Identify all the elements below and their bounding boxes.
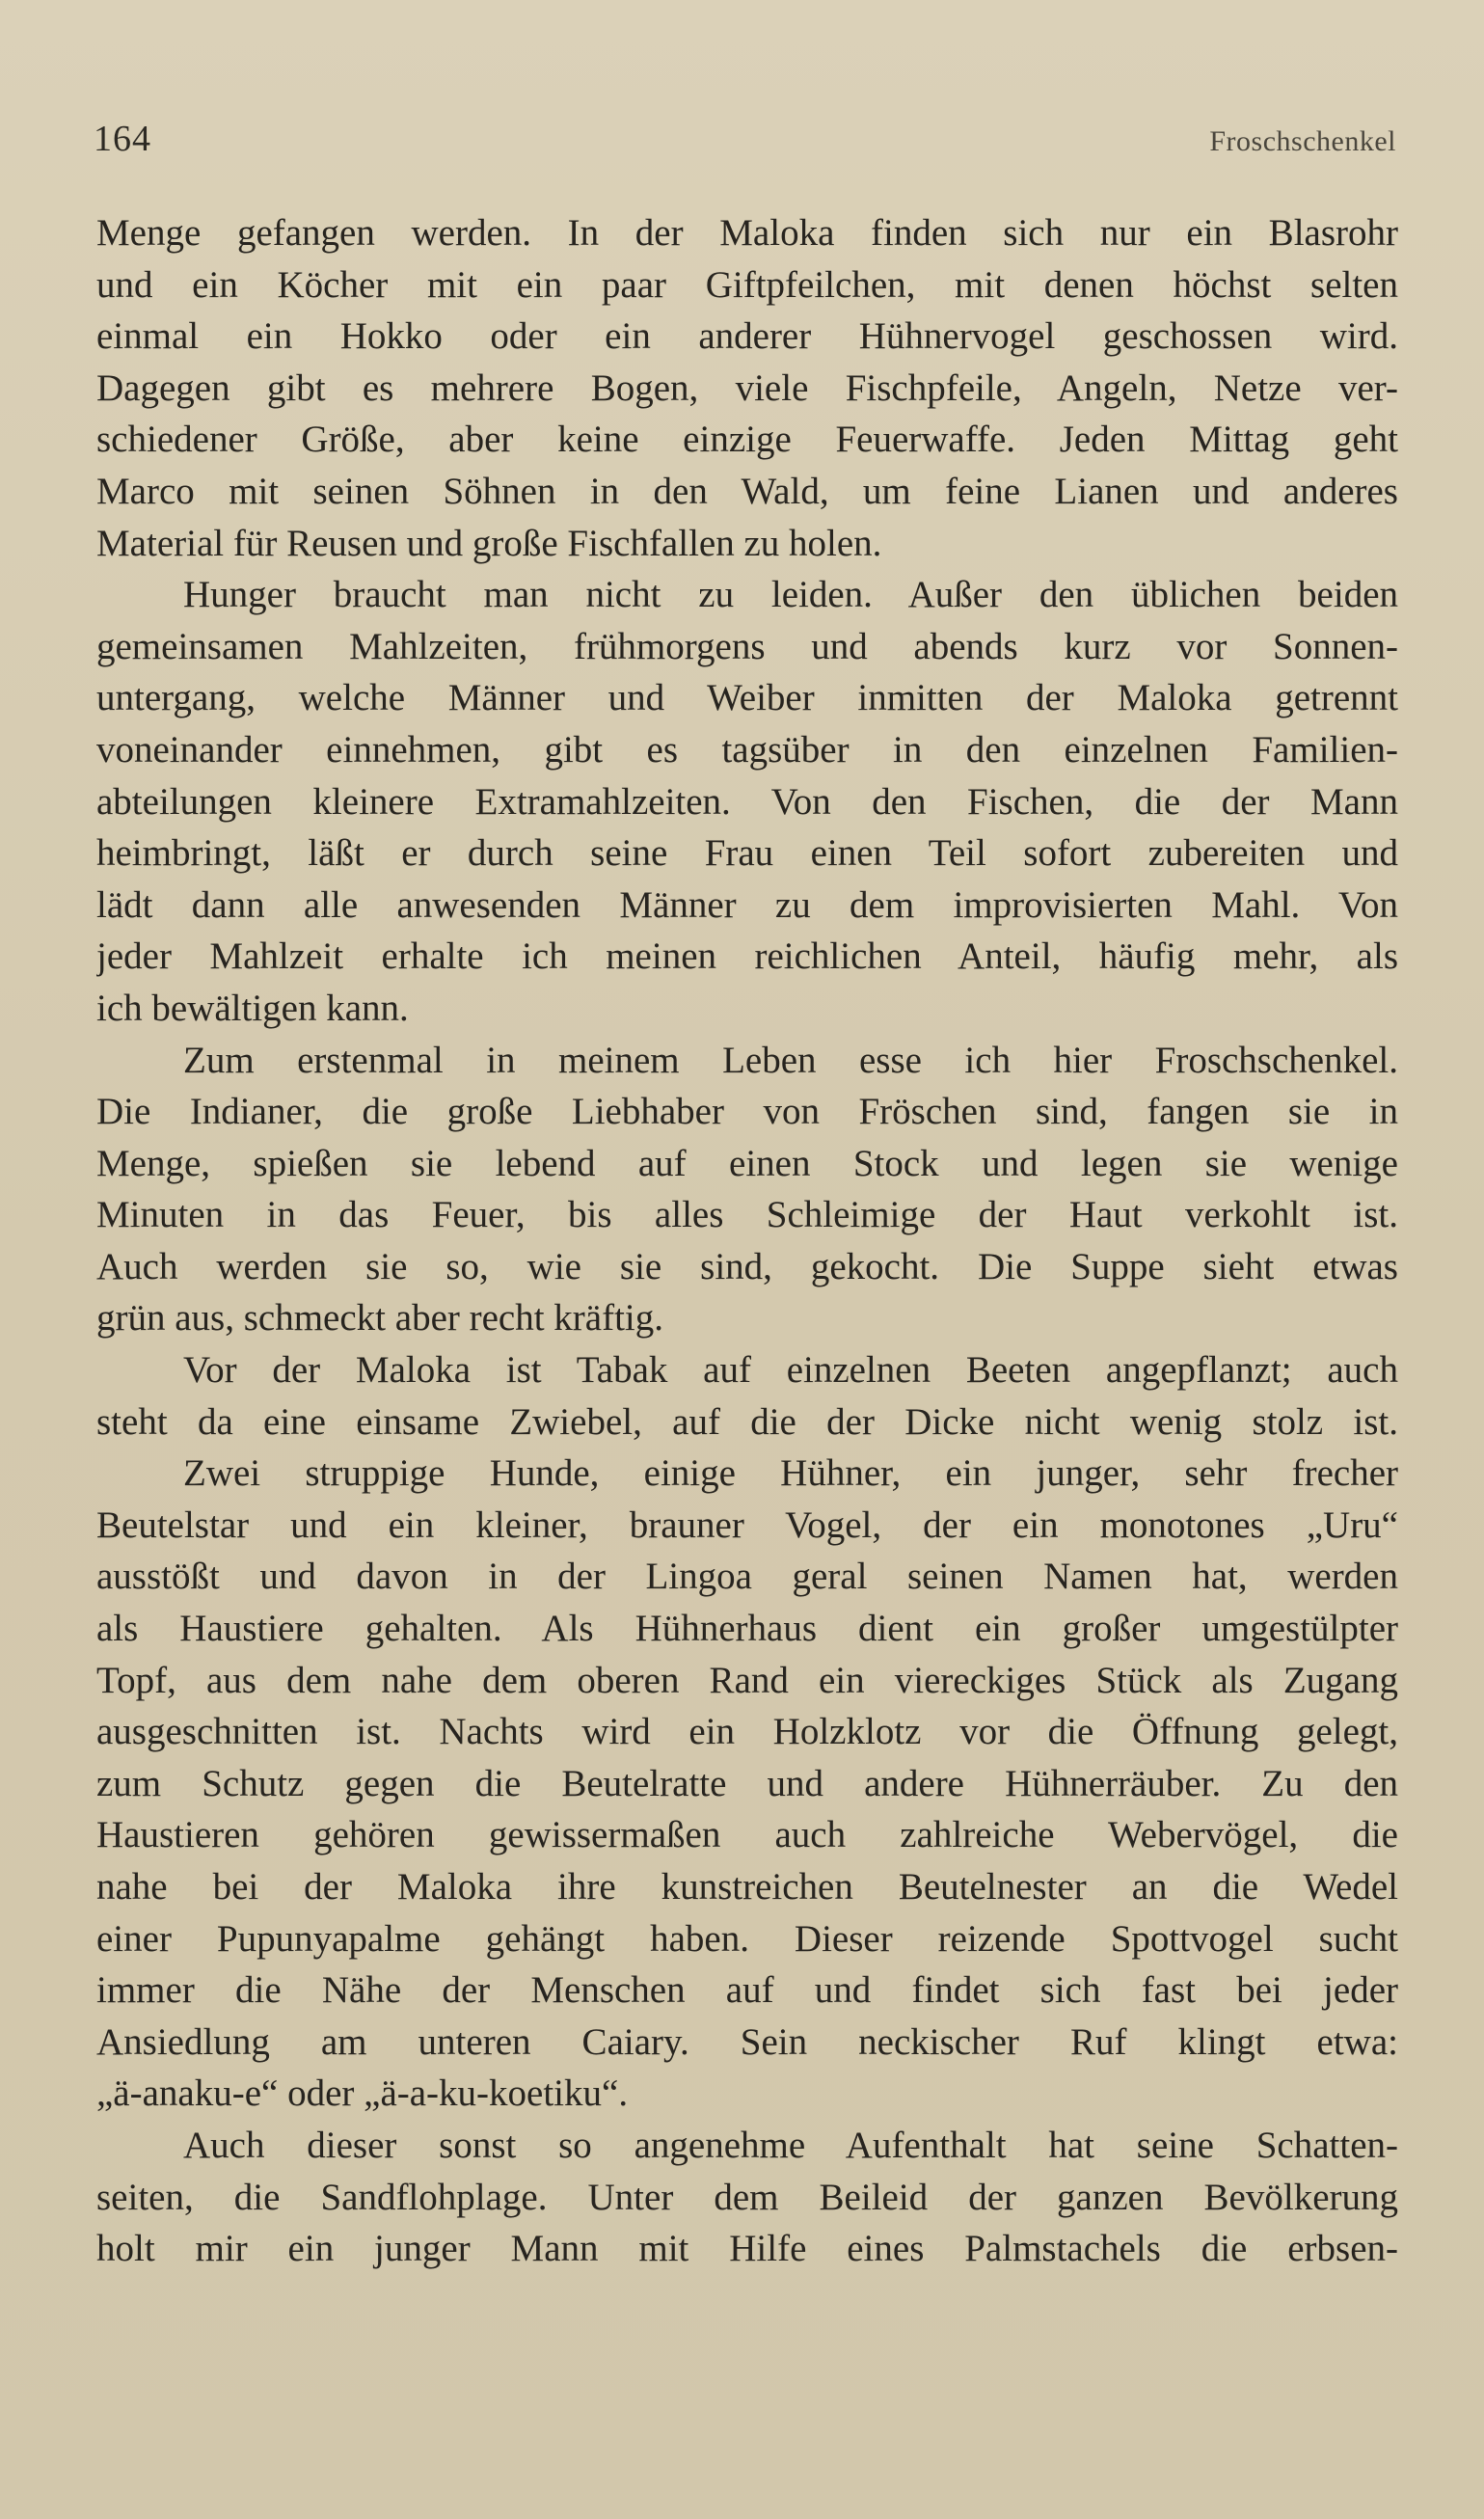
- text-line: steht da eine einsame Zwiebel, auf die der Dicke nicht wenig stolz ist.: [96, 1400, 1398, 1443]
- running-head: Froschschenkel: [1209, 125, 1396, 157]
- text-line: Zwei struppige Hunde, einige Hühner, ein junger, sehr frecher: [183, 1452, 1398, 1495]
- text-line: als Haustiere gehalten. Als Hühnerhaus dient ein großer umgestülpter: [96, 1608, 1398, 1650]
- text-line: grün aus, schmeckt aber recht kräftig.: [96, 1297, 664, 1340]
- text-line: Hunger braucht man nicht zu leiden. Außer den üblichen beiden: [183, 574, 1398, 616]
- text-line: gemeinsamen Mahlzeiten, frühmorgens und abends kurz vor Sonnen-: [96, 625, 1398, 667]
- text-line: jeder Mahlzeit erhalte ich meinen reichlichen Anteil, häufig mehr, als: [96, 935, 1398, 978]
- text-line: Vor der Maloka ist Tabak auf einzelnen Beeten angepflanzt; auch: [183, 1349, 1398, 1392]
- text-line: einmal ein Hokko oder ein anderer Hühnervogel geschossen wird.: [96, 315, 1398, 358]
- text-line: ausstößt und davon in der Lingoa geral seinen Namen hat, werden: [96, 1556, 1398, 1598]
- text-line: Marco mit seinen Söhnen in den Wald, um feine Lianen und anderes: [96, 470, 1398, 512]
- text-line: ausgeschnitten ist. Nachts wird ein Holzklotz vor die Öffnung gelegt,: [96, 1711, 1398, 1753]
- text-line: seiten, die Sandflohplage. Unter dem Beileid der ganzen Bevölkerung: [96, 2176, 1398, 2218]
- text-line: Auch dieser sonst so angenehme Aufenthalt hat seine Schatten-: [183, 2124, 1398, 2166]
- text-line: Beutelstar und ein kleiner, brauner Vogel, der ein monotones „Uru“: [96, 1503, 1398, 1546]
- text-line: und ein Köcher mit ein paar Giftpfeilchen, mit denen höchst selten: [96, 263, 1398, 306]
- text-line: untergang, welche Männer und Weiber inmitten der Maloka getrennt: [96, 677, 1398, 719]
- text-line: Topf, aus dem nahe dem oberen Rand ein viereckiges Stück als Zugang: [96, 1659, 1398, 1701]
- text-line: ich bewältigen kann.: [96, 987, 409, 1029]
- page-header: [94, 118, 1396, 166]
- text-line: Zum erstenmal in meinem Leben esse ich hier Froschschenkel.: [183, 1039, 1398, 1081]
- text-line: Die Indianer, die große Liebhaber von Fröschen sind, fangen sie in: [96, 1091, 1398, 1133]
- text-line: voneinander einnehmen, gibt es tagsüber in den einzelnen Familien-: [96, 728, 1398, 771]
- text-line: Auch werden sie so, wie sie sind, gekocht. Die Suppe sieht etwas: [96, 1245, 1398, 1287]
- text-line: Dagegen gibt es mehrere Bogen, viele Fischpfeile, Angeln, Netze ver-: [96, 366, 1398, 409]
- text-line: heimbringt, läßt er durch seine Frau einen Teil sofort zubereiten und: [96, 832, 1398, 875]
- text-line: lädt dann alle anwesenden Männer zu dem improvisierten Mahl. Von: [96, 883, 1398, 926]
- text-line: nahe bei der Maloka ihre kunstreichen Beutelnester an die Wedel: [96, 1866, 1398, 1908]
- text-line: schiedener Größe, aber keine einzige Feuerwaffe. Jeden Mittag geht: [96, 419, 1398, 461]
- text-line: Menge, spießen sie lebend auf einen Stock und legen sie wenige: [96, 1142, 1398, 1184]
- page-number: 164: [94, 119, 151, 159]
- body-text: [96, 207, 1398, 2275]
- text-line: „ä-anaku-e“ oder „ä-a-ku-koetiku“.: [96, 2072, 629, 2115]
- text-line: Menge gefangen werden. In der Maloka finden sich nur ein Blasrohr: [96, 212, 1398, 254]
- text-line: Minuten in das Feuer, bis alles Schleimige der Haut verkohlt ist.: [96, 1194, 1398, 1236]
- text-line: holt mir ein junger Mann mit Hilfe eines Palmstachels die erbsen-: [96, 2228, 1398, 2270]
- text-line: Haustieren gehören gewissermaßen auch zahlreiche Webervögel, die: [96, 1814, 1398, 1856]
- text-line: zum Schutz gegen die Beutelratte und andere Hühnerräuber. Zu den: [96, 1762, 1398, 1804]
- text-line: Material für Reusen und große Fischfallen zu holen.: [96, 522, 882, 564]
- text-line: immer die Nähe der Menschen auf und findet sich fast bei jeder: [96, 1969, 1398, 2012]
- text-line: Ansiedlung am unteren Caiary. Sein neckischer Ruf klingt etwa:: [96, 2020, 1398, 2063]
- text-line: einer Pupunyapalme gehängt haben. Dieser reizende Spottvogel sucht: [96, 1917, 1398, 1960]
- text-line: abteilungen kleinere Extramahlzeiten. Von den Fischen, die der Mann: [96, 780, 1398, 823]
